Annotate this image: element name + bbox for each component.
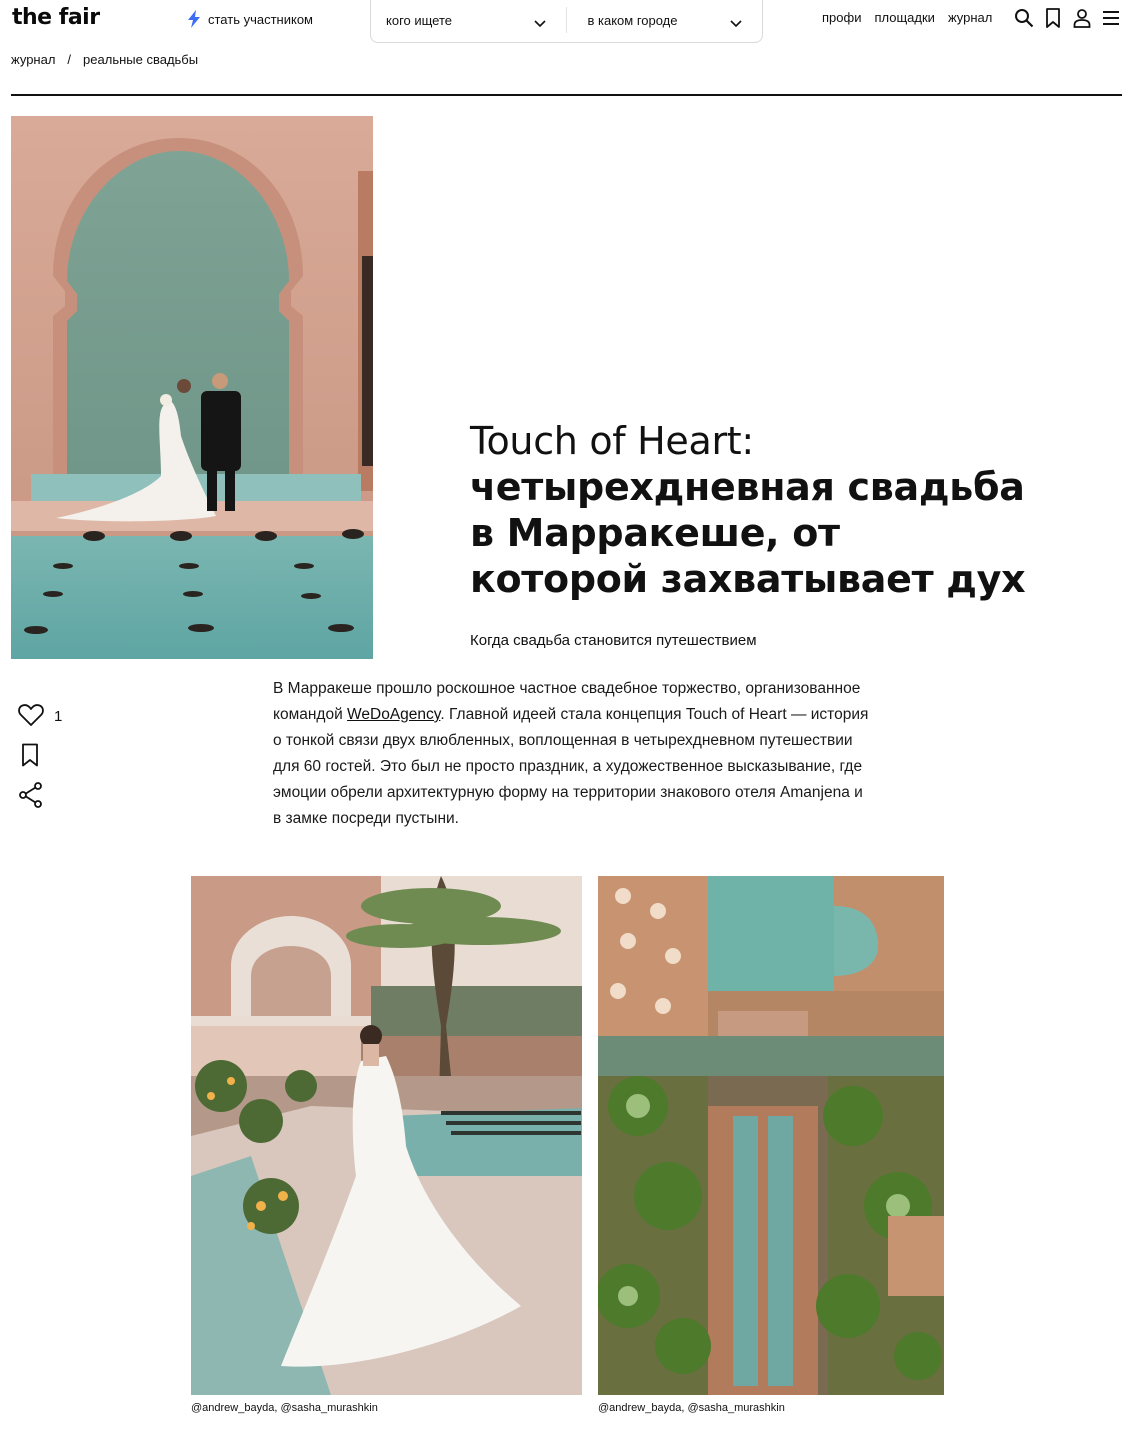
gallery-image-bride: [191, 876, 582, 1395]
nav-item-profi[interactable]: профи: [822, 10, 862, 25]
photo-credit: @andrew_bayda, @sasha_murashkin: [191, 1402, 378, 1414]
share-icon: [18, 782, 44, 812]
search-icon[interactable]: [1014, 7, 1034, 29]
header-divider: [11, 94, 1122, 96]
who-select[interactable]: [371, 0, 566, 42]
bookmark-button[interactable]: [18, 743, 62, 770]
hero-image: [11, 116, 373, 659]
article-intro: [273, 676, 873, 832]
heart-icon: [18, 703, 44, 731]
agency-link[interactable]: WeDoAgency: [347, 706, 441, 723]
article-title: [470, 418, 1030, 602]
main-nav: [822, 10, 992, 25]
menu-icon[interactable]: [1101, 7, 1121, 29]
breadcrumb-item-real-weddings[interactable]: реальные свадьбы: [83, 52, 199, 67]
search-panel: [370, 0, 763, 43]
breadcrumb: [11, 52, 198, 67]
join-link[interactable]: [186, 10, 313, 28]
nav-item-journal[interactable]: журнал: [947, 10, 993, 25]
chevron-down-icon: [730, 16, 742, 31]
chevron-down-icon: [534, 16, 546, 31]
site-header: [0, 0, 1140, 44]
breadcrumb-item-journal[interactable]: журнал: [11, 52, 56, 67]
bookmark-icon[interactable]: [1043, 7, 1063, 29]
lightning-icon: [186, 10, 202, 28]
article-subtitle: Когда свадьба становится путешествием: [470, 632, 757, 649]
share-button[interactable]: [18, 783, 62, 810]
gallery-image-aerial: [598, 876, 944, 1395]
article-title-line2: четырехдневная свадьба в Марракеше, от которой захватывает дух: [470, 465, 1026, 601]
like-count: 1: [54, 708, 63, 725]
breadcrumb-separator: /: [67, 52, 72, 67]
header-icons: [1014, 7, 1121, 29]
like-button[interactable]: [18, 703, 62, 730]
user-icon[interactable]: [1072, 7, 1092, 29]
article-actions: [18, 703, 62, 810]
photo-credit: @andrew_bayda, @sasha_murashkin: [598, 1402, 785, 1414]
site-logo[interactable]: the fair: [12, 5, 100, 30]
article-intro-text-cont: . Главной идеей стала концепция Touch of Heart — история о тонкой связи двух влюбленных, воплощенная в четырехдневном путешествии для 60 гостей. Это был не просто праздник, а художественное высказывание, где эмоции обрели архитектурную форму на территории знакового отеля Amanjena и в замке посреди пустыни.: [273, 706, 869, 827]
join-label: стать участником: [208, 11, 313, 27]
nav-item-venues[interactable]: площадки: [874, 10, 935, 25]
city-select[interactable]: [566, 7, 762, 33]
who-select-label: кого ищете: [386, 12, 453, 28]
city-select-label: в каком городе: [587, 12, 678, 28]
article-intro-text: В Марракеше прошло роскошное частное свадебное торжество, организованное командой: [273, 680, 861, 723]
bookmark-icon: [18, 743, 44, 771]
article-title-line1: Touch of Heart:: [470, 419, 754, 463]
